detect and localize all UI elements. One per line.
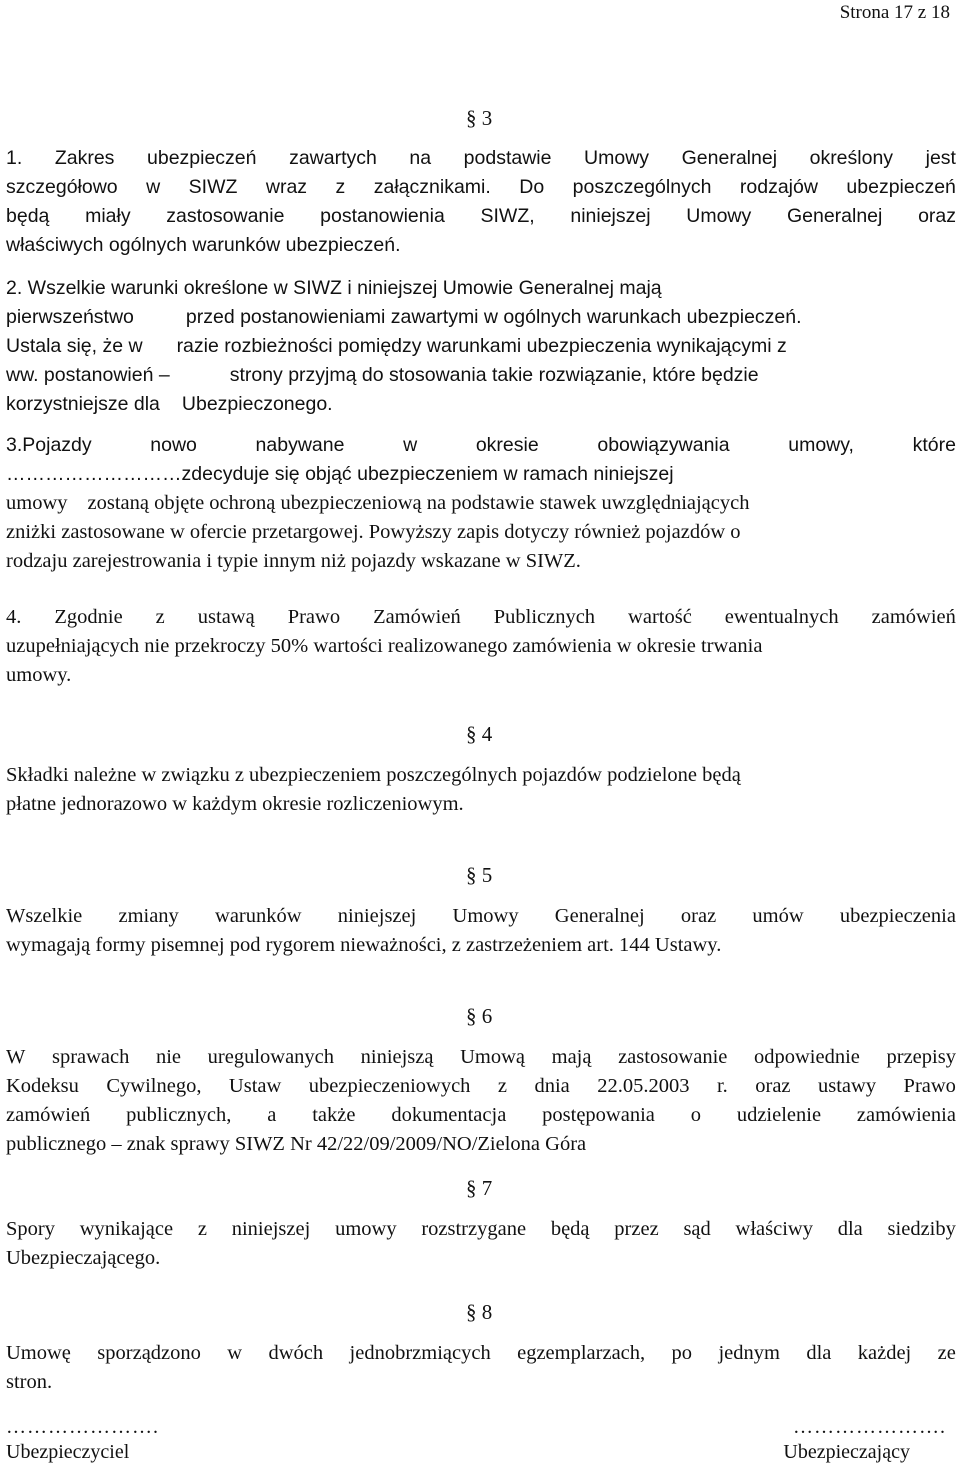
s3-p2-word-pierwszenstwo: pierwszeństwo [6, 306, 134, 328]
section-8-heading: § 8 [466, 1300, 493, 1324]
s3-p1-line-3: będą miały zastosowanie postanowienia SIWZ, niniejszej Umowy Generalnej oraz [6, 205, 956, 227]
s3-p3-line-3-rest: zostaną objęte ochroną ubezpieczeniową na podstawie stawek uwzględniających [87, 492, 750, 514]
s3-p2-line-5 [6, 392, 956, 416]
s3-p2-line-4-rest: strony przyjmą do stosowania takie rozwiązanie, które będzie [229, 364, 759, 386]
s5-line-2: wymagają formy pisemnej pod rygorem nieważności, z zastrzeżeniem art. 144 Ustawy. [6, 934, 722, 956]
section-7-heading: § 7 [466, 1176, 493, 1200]
s3-p2-line-2 [6, 305, 956, 329]
s4-line-1: Składki należne w związku z ubezpieczeniem poszczególnych pojazdów podzielone będą [6, 764, 741, 786]
s6-line-1: W sprawach nie uregulowanych niniejszą Umową mają zastosowanie odpowiednie przepisy [6, 1046, 956, 1068]
s3-p2-line-5-start: korzystniejsze dla [6, 393, 160, 415]
s3-p3-line-5: rodzaju zarejestrowania i typie innym niż pojazdy wskazane w SIWZ. [6, 550, 581, 572]
s3-p4-line-2: uzupełniających nie przekroczy 50% wartości realizowanego zamówienia w okresie trwania [6, 635, 763, 657]
s5-line-1: Wszelkie zmiany warunków niniejszej Umowy Generalnej oraz umów ubezpieczenia [6, 905, 956, 927]
s3-p3-line-2: ………………………zdecyduje się objąć ubezpieczeniem w ramach niniejszej [6, 463, 674, 485]
s6-line-3: zamówień publicznych, a także dokumentacja postępowania o udzielenie zamówienia [6, 1104, 956, 1126]
s3-p2-line-4 [6, 363, 956, 387]
section-5-heading: § 5 [466, 863, 493, 887]
section-3-heading: § 3 [466, 106, 493, 130]
s3-p1-line-4: właściwych ogólnych warunków ubezpieczeń. [6, 234, 401, 256]
s4-line-2: płatne jednorazowo w każdym okresie rozliczeniowym. [6, 793, 464, 815]
s3-p2-line-3 [6, 334, 956, 358]
s3-p3-line-4: zniżki zastosowane w ofercie przetargowej. Powyższy zapis dotyczy również pojazdów o [6, 521, 741, 543]
s3-p1-line-1: 1. Zakres ubezpieczeń zawartych na podstawie Umowy Generalnej określony jest [6, 147, 956, 169]
s3-p2-line-3-start: Ustala się, że w [6, 335, 143, 357]
s3-p3-line-1: 3.Pojazdy nowo nabywane w okresie obowiązywania umowy, które [6, 434, 956, 456]
s7-line-2: Ubezpieczającego. [6, 1247, 161, 1269]
signature-line-insurer: …………………. [6, 1416, 159, 1438]
s3-p3-line-3 [6, 491, 956, 515]
s6-line-4: publicznego – znak sprawy SIWZ Nr 42/22/09/2009/NO/Zielona Góra [6, 1133, 587, 1155]
s3-p4-line-3: umowy. [6, 664, 72, 686]
s8-line-2: stron. [6, 1371, 53, 1393]
section-4-heading: § 4 [466, 722, 493, 746]
s6-line-2: Kodeksu Cywilnego, Ustaw ubezpieczeniowych z dnia 22.05.2003 r. oraz ustawy Prawo [6, 1075, 956, 1097]
page-number: Strona 17 z 18 [839, 2, 950, 23]
signature-line-policyholder: …………………. [793, 1416, 946, 1438]
section-6-heading: § 6 [466, 1004, 493, 1028]
s3-p2-line-4-start: ww. postanowień – [6, 364, 170, 386]
s3-p4-line-1: 4. Zgodnie z ustawą Prawo Zamówień Publicznych wartość ewentualnych zamówień [6, 606, 956, 628]
s3-p2-line-5-rest: Ubezpieczonego. [181, 393, 333, 415]
s3-p1-line-2: szczegółowo w SIWZ wraz z załącznikami. Do poszczególnych rodzajów ubezpieczeń [6, 176, 956, 198]
s7-line-1: Spory wynikające z niniejszej umowy rozstrzygane będą przez sąd właściwy dla siedziby [6, 1218, 956, 1240]
s3-p3-line-3-start: umowy [6, 492, 68, 514]
signature-label-policyholder: Ubezpieczający [783, 1441, 910, 1463]
s3-p2-line-1: 2. Wszelkie warunki określone w SIWZ i niniejszej Umowie Generalnej mają [6, 277, 662, 299]
s3-p2-line-3-rest: razie rozbieżności pomiędzy warunkami ubezpieczenia wynikającymi z [176, 335, 787, 357]
s3-p2-line-2-rest: przed postanowieniami zawartymi w ogólnych warunkach ubezpieczeń. [185, 306, 802, 328]
s8-line-1: Umowę sporządzono w dwóch jednobrzmiących egzemplarzach, po jednym dla każdej ze [6, 1342, 956, 1364]
signature-label-insurer: Ubezpieczyciel [6, 1441, 130, 1463]
